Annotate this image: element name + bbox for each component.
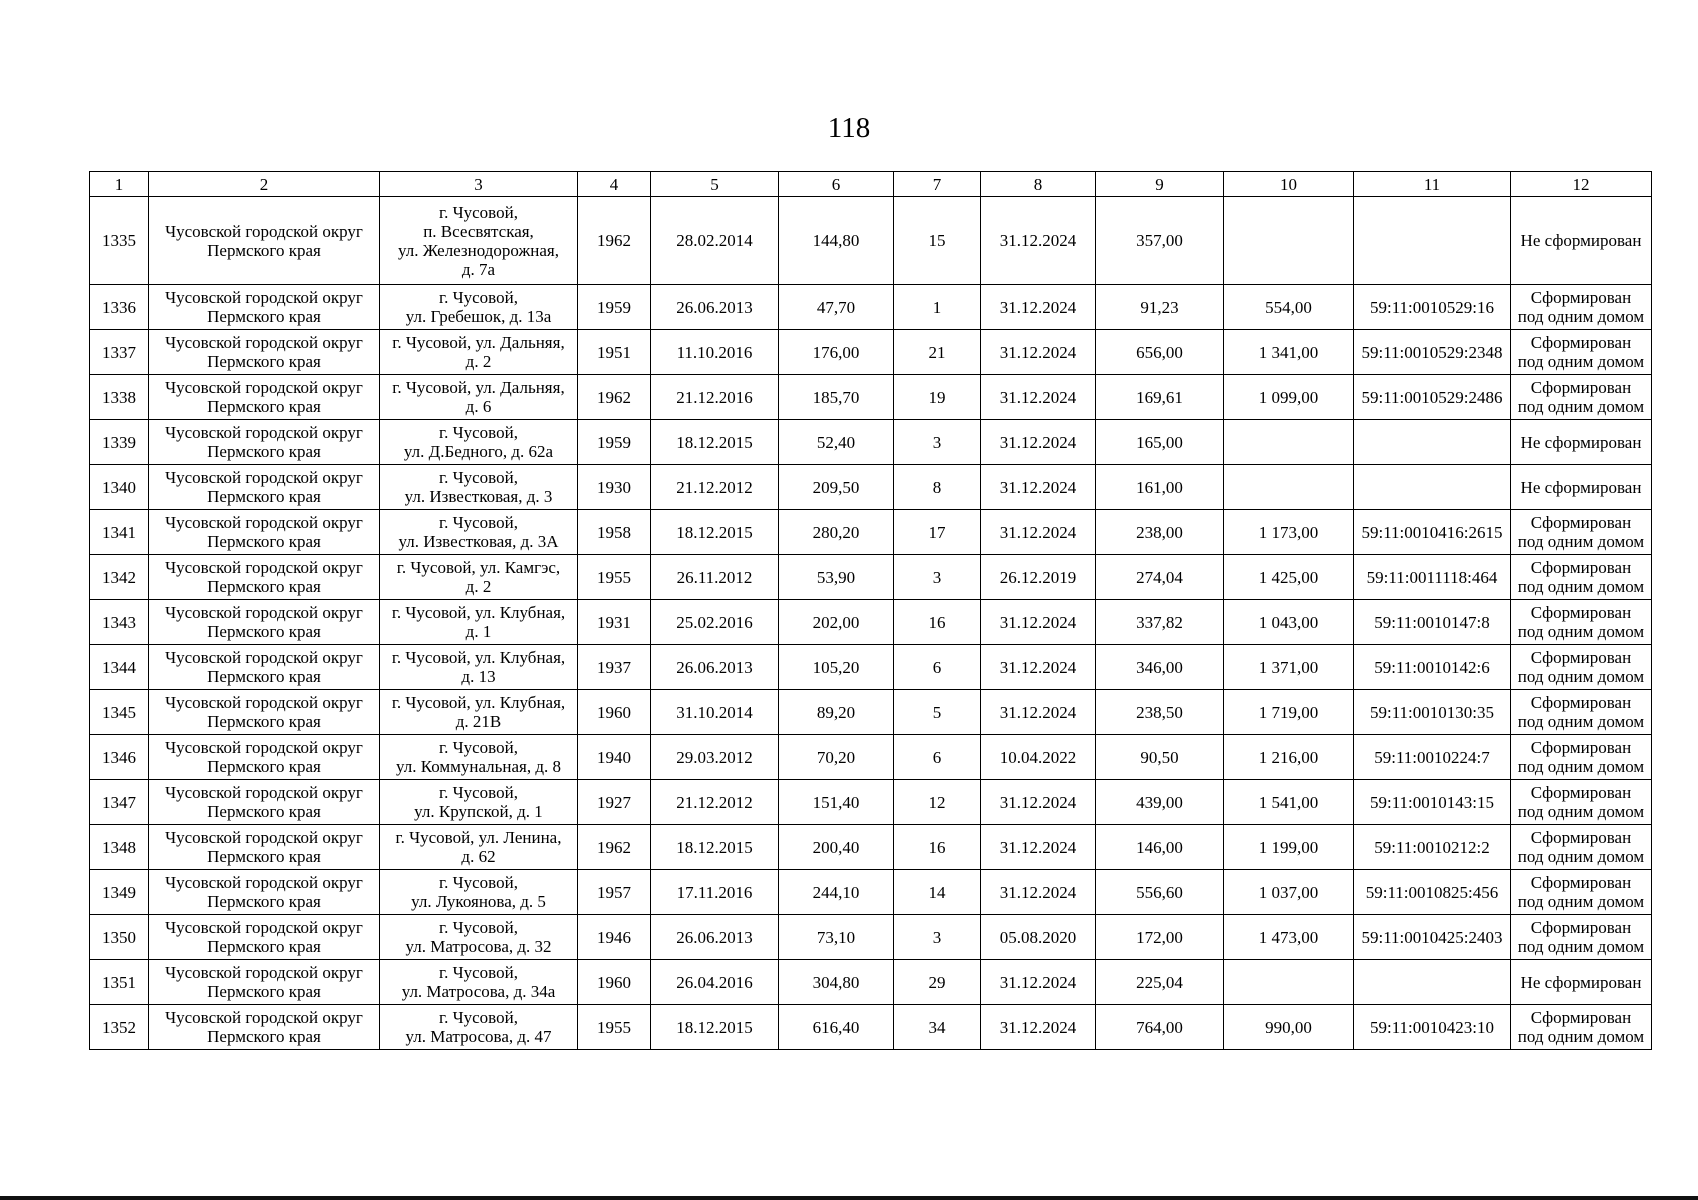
table-cell: 17: [894, 510, 981, 555]
table-cell: [1354, 197, 1511, 285]
table-cell: 6: [894, 645, 981, 690]
table-cell: Чусовской городской округ Пермского края: [149, 960, 380, 1005]
table-cell: Сформирован под одним домом: [1511, 645, 1652, 690]
table-cell: Чусовской городской округ Пермского края: [149, 780, 380, 825]
table-cell: 12: [894, 780, 981, 825]
table-cell: 31.12.2024: [981, 375, 1096, 420]
table-cell: 31.10.2014: [651, 690, 779, 735]
table-cell: Не сформирован: [1511, 420, 1652, 465]
table-cell: 238,00: [1096, 510, 1224, 555]
table-cell: 21.12.2012: [651, 465, 779, 510]
table-cell: 1349: [90, 870, 149, 915]
table-cell: 1937: [578, 645, 651, 690]
table-row: [90, 555, 1652, 600]
table-row: [90, 645, 1652, 690]
table-cell: 59:11:0010130:35: [1354, 690, 1511, 735]
table-cell: 29: [894, 960, 981, 1005]
table-cell: 1340: [90, 465, 149, 510]
table-cell: г. Чусовой, п. Всесвятская, ул. Железнодорожная, д. 7а: [380, 197, 578, 285]
table-cell: 209,50: [779, 465, 894, 510]
table-cell: 28.02.2014: [651, 197, 779, 285]
table-cell: Чусовской городской округ Пермского края: [149, 330, 380, 375]
table-cell: г. Чусовой, ул. Гребешок, д. 13а: [380, 285, 578, 330]
table-cell: 1940: [578, 735, 651, 780]
table-row: [90, 420, 1652, 465]
table-cell: 280,20: [779, 510, 894, 555]
table-cell: г. Чусовой, ул. Клубная, д. 13: [380, 645, 578, 690]
table-cell: 21.12.2012: [651, 780, 779, 825]
table-cell: [1224, 197, 1354, 285]
scan-edge-line: [0, 1196, 1698, 1200]
table-cell: г. Чусовой, ул. Дальняя, д. 6: [380, 375, 578, 420]
table-cell: 18.12.2015: [651, 510, 779, 555]
table-cell: 16: [894, 600, 981, 645]
table-cell: Сформирован под одним домом: [1511, 600, 1652, 645]
table-cell: 59:11:0010423:10: [1354, 1005, 1511, 1050]
table-cell: Чусовской городской округ Пермского края: [149, 690, 380, 735]
table-cell: 146,00: [1096, 825, 1224, 870]
table-cell: 1 099,00: [1224, 375, 1354, 420]
table-cell: 1336: [90, 285, 149, 330]
table-cell: 1335: [90, 197, 149, 285]
table-cell: 73,10: [779, 915, 894, 960]
table-cell: 3: [894, 555, 981, 600]
table-cell: 3: [894, 915, 981, 960]
table-cell: 11.10.2016: [651, 330, 779, 375]
table-cell: 105,20: [779, 645, 894, 690]
table-row: [90, 285, 1652, 330]
table-cell: 8: [894, 465, 981, 510]
table-cell: 1959: [578, 420, 651, 465]
table-cell: 26.06.2013: [651, 915, 779, 960]
table-cell: [1224, 465, 1354, 510]
table-cell: Чусовской городской округ Пермского края: [149, 735, 380, 780]
table-cell: 31.12.2024: [981, 825, 1096, 870]
table-cell: Чусовской городской округ Пермского края: [149, 510, 380, 555]
table-cell: 59:11:0010425:2403: [1354, 915, 1511, 960]
table-cell: Не сформирован: [1511, 197, 1652, 285]
table-cell: 1955: [578, 555, 651, 600]
table-cell: 31.12.2024: [981, 285, 1096, 330]
table-cell: 05.08.2020: [981, 915, 1096, 960]
table-cell: 1348: [90, 825, 149, 870]
table-cell: г. Чусовой, ул. Матросова, д. 34а: [380, 960, 578, 1005]
table-cell: 31.12.2024: [981, 780, 1096, 825]
table-cell: 15: [894, 197, 981, 285]
table-cell: г. Чусовой, ул. Ленина, д. 62: [380, 825, 578, 870]
column-header: 5: [651, 172, 779, 197]
table-cell: 1960: [578, 690, 651, 735]
table-body: [90, 197, 1652, 1050]
table-cell: Сформирован под одним домом: [1511, 870, 1652, 915]
table-cell: г. Чусовой, ул. Лукоянова, д. 5: [380, 870, 578, 915]
table-cell: Чусовской городской округ Пермского края: [149, 915, 380, 960]
table-cell: 6: [894, 735, 981, 780]
table-cell: 17.11.2016: [651, 870, 779, 915]
table-cell: [1224, 420, 1354, 465]
table-cell: 59:11:0010143:15: [1354, 780, 1511, 825]
table-cell: 1: [894, 285, 981, 330]
table-cell: г. Чусовой, ул. Клубная, д. 21В: [380, 690, 578, 735]
table-cell: 1338: [90, 375, 149, 420]
table-row: [90, 960, 1652, 1005]
table-cell: 52,40: [779, 420, 894, 465]
table-cell: 59:11:0010142:6: [1354, 645, 1511, 690]
table-cell: 556,60: [1096, 870, 1224, 915]
table-cell: 1 371,00: [1224, 645, 1354, 690]
table-cell: Сформирован под одним домом: [1511, 555, 1652, 600]
table-cell: Сформирован под одним домом: [1511, 375, 1652, 420]
table-cell: 172,00: [1096, 915, 1224, 960]
table-cell: 31.12.2024: [981, 870, 1096, 915]
table-cell: Чусовской городской округ Пермского края: [149, 645, 380, 690]
table-row: [90, 510, 1652, 555]
table-cell: 3: [894, 420, 981, 465]
table-row: [90, 735, 1652, 780]
table-cell: 357,00: [1096, 197, 1224, 285]
table-row: [90, 1005, 1652, 1050]
table-cell: 26.12.2019: [981, 555, 1096, 600]
table-cell: Сформирован под одним домом: [1511, 1005, 1652, 1050]
table-cell: 1 541,00: [1224, 780, 1354, 825]
table-cell: 1342: [90, 555, 149, 600]
table-cell: 165,00: [1096, 420, 1224, 465]
table-cell: 151,40: [779, 780, 894, 825]
column-header: 3: [380, 172, 578, 197]
table-cell: 59:11:0010224:7: [1354, 735, 1511, 780]
page-number: 118: [827, 112, 871, 144]
table-cell: г. Чусовой, ул. Клубная, д. 1: [380, 600, 578, 645]
table-cell: 990,00: [1224, 1005, 1354, 1050]
table-cell: 1 473,00: [1224, 915, 1354, 960]
table-cell: 1 216,00: [1224, 735, 1354, 780]
table-cell: Не сформирован: [1511, 960, 1652, 1005]
table-cell: 554,00: [1224, 285, 1354, 330]
table-cell: 26.06.2013: [651, 285, 779, 330]
table-cell: 31.12.2024: [981, 645, 1096, 690]
table-cell: 439,00: [1096, 780, 1224, 825]
table-cell: 304,80: [779, 960, 894, 1005]
table-cell: г. Чусовой, ул. Дальняя, д. 2: [380, 330, 578, 375]
table-cell: 26.06.2013: [651, 645, 779, 690]
table-cell: 1350: [90, 915, 149, 960]
table-row: [90, 465, 1652, 510]
table-cell: 1931: [578, 600, 651, 645]
table-cell: 1352: [90, 1005, 149, 1050]
table-cell: 200,40: [779, 825, 894, 870]
table-cell: [1354, 465, 1511, 510]
table-cell: 1930: [578, 465, 651, 510]
table-cell: Чусовской городской округ Пермского края: [149, 375, 380, 420]
column-header: 7: [894, 172, 981, 197]
table-header-row: [90, 172, 1652, 197]
table-row: [90, 780, 1652, 825]
table-row: [90, 375, 1652, 420]
table-cell: Чусовской городской округ Пермского края: [149, 465, 380, 510]
table-cell: 1958: [578, 510, 651, 555]
table-cell: 1959: [578, 285, 651, 330]
table-cell: 1 719,00: [1224, 690, 1354, 735]
table-cell: Сформирован под одним домом: [1511, 915, 1652, 960]
table-cell: 31.12.2024: [981, 197, 1096, 285]
table-cell: 1955: [578, 1005, 651, 1050]
table-cell: 1345: [90, 690, 149, 735]
table-cell: 59:11:0010529:2486: [1354, 375, 1511, 420]
table-cell: 1962: [578, 825, 651, 870]
table-row: [90, 825, 1652, 870]
table-cell: 1946: [578, 915, 651, 960]
table-cell: 1951: [578, 330, 651, 375]
table-cell: 1960: [578, 960, 651, 1005]
table-cell: Сформирован под одним домом: [1511, 690, 1652, 735]
table-cell: 1 173,00: [1224, 510, 1354, 555]
table-cell: 59:11:0010529:2348: [1354, 330, 1511, 375]
table-cell: 656,00: [1096, 330, 1224, 375]
table-cell: Чусовской городской округ Пермского края: [149, 825, 380, 870]
table-cell: 1 425,00: [1224, 555, 1354, 600]
column-header: 10: [1224, 172, 1354, 197]
table-cell: 91,23: [1096, 285, 1224, 330]
table-cell: 26.11.2012: [651, 555, 779, 600]
table-cell: 764,00: [1096, 1005, 1224, 1050]
table-cell: 59:11:0010147:8: [1354, 600, 1511, 645]
table-cell: 616,40: [779, 1005, 894, 1050]
table-cell: 1927: [578, 780, 651, 825]
table-cell: 161,00: [1096, 465, 1224, 510]
column-header: 8: [981, 172, 1096, 197]
table-cell: 31.12.2024: [981, 1005, 1096, 1050]
table-cell: Чусовской городской округ Пермского края: [149, 197, 380, 285]
table-cell: 1962: [578, 197, 651, 285]
table-cell: 1343: [90, 600, 149, 645]
table-cell: 1351: [90, 960, 149, 1005]
table-cell: г. Чусовой, ул. Известковая, д. 3А: [380, 510, 578, 555]
table-cell: Чусовской городской округ Пермского края: [149, 555, 380, 600]
column-header: 2: [149, 172, 380, 197]
column-header: 11: [1354, 172, 1511, 197]
table-cell: 1346: [90, 735, 149, 780]
table-cell: 1962: [578, 375, 651, 420]
table-cell: 1337: [90, 330, 149, 375]
table-cell: 274,04: [1096, 555, 1224, 600]
table-cell: Сформирован под одним домом: [1511, 735, 1652, 780]
table-row: [90, 915, 1652, 960]
table-cell: 1344: [90, 645, 149, 690]
table-row: [90, 870, 1652, 915]
table-cell: г. Чусовой, ул. Камгэс, д. 2: [380, 555, 578, 600]
table-cell: 1341: [90, 510, 149, 555]
table-cell: 31.12.2024: [981, 960, 1096, 1005]
table-cell: 238,50: [1096, 690, 1224, 735]
table-cell: 176,00: [779, 330, 894, 375]
table-cell: 59:11:0010212:2: [1354, 825, 1511, 870]
table-row: [90, 197, 1652, 285]
table-cell: 59:11:0010825:456: [1354, 870, 1511, 915]
table-cell: 169,61: [1096, 375, 1224, 420]
table-cell: 1 341,00: [1224, 330, 1354, 375]
table-cell: 31.12.2024: [981, 330, 1096, 375]
table-cell: г. Чусовой, ул. Крупской, д. 1: [380, 780, 578, 825]
column-header: 4: [578, 172, 651, 197]
table-cell: 1 199,00: [1224, 825, 1354, 870]
column-header: 12: [1511, 172, 1652, 197]
table-cell: 225,04: [1096, 960, 1224, 1005]
table-cell: 5: [894, 690, 981, 735]
table-cell: 337,82: [1096, 600, 1224, 645]
table-cell: 18.12.2015: [651, 420, 779, 465]
table-cell: 18.12.2015: [651, 825, 779, 870]
table-cell: 31.12.2024: [981, 420, 1096, 465]
column-header: 1: [90, 172, 149, 197]
table-cell: 90,50: [1096, 735, 1224, 780]
table-cell: г. Чусовой, ул. Матросова, д. 32: [380, 915, 578, 960]
table-cell: 47,70: [779, 285, 894, 330]
table-cell: Сформирован под одним домом: [1511, 780, 1652, 825]
table-cell: 19: [894, 375, 981, 420]
table-cell: 244,10: [779, 870, 894, 915]
table-cell: 31.12.2024: [981, 510, 1096, 555]
table-cell: Чусовской городской округ Пермского края: [149, 870, 380, 915]
table-cell: г. Чусовой, ул. Коммунальная, д. 8: [380, 735, 578, 780]
table-cell: 202,00: [779, 600, 894, 645]
table-cell: 25.02.2016: [651, 600, 779, 645]
table-cell: 70,20: [779, 735, 894, 780]
table-cell: 10.04.2022: [981, 735, 1096, 780]
table-cell: [1354, 960, 1511, 1005]
table-cell: [1224, 960, 1354, 1005]
table-cell: 34: [894, 1005, 981, 1050]
table-cell: 59:11:0011118:464: [1354, 555, 1511, 600]
column-header: 6: [779, 172, 894, 197]
table-cell: 16: [894, 825, 981, 870]
register-table: [89, 171, 1652, 1050]
table-cell: 1 037,00: [1224, 870, 1354, 915]
table-cell: 1957: [578, 870, 651, 915]
table-cell: г. Чусовой, ул. Матросова, д. 47: [380, 1005, 578, 1050]
table-cell: Чусовской городской округ Пермского края: [149, 285, 380, 330]
table-cell: Чусовской городской округ Пермского края: [149, 420, 380, 465]
table-cell: г. Чусовой, ул. Известковая, д. 3: [380, 465, 578, 510]
table-cell: [1354, 420, 1511, 465]
table-cell: 59:11:0010416:2615: [1354, 510, 1511, 555]
table-cell: 1339: [90, 420, 149, 465]
column-header: 9: [1096, 172, 1224, 197]
table-cell: 21: [894, 330, 981, 375]
table-cell: Сформирован под одним домом: [1511, 510, 1652, 555]
table-cell: 31.12.2024: [981, 690, 1096, 735]
table-cell: 346,00: [1096, 645, 1224, 690]
table-cell: Сформирован под одним домом: [1511, 285, 1652, 330]
table-row: [90, 600, 1652, 645]
table-cell: 18.12.2015: [651, 1005, 779, 1050]
table-cell: 59:11:0010529:16: [1354, 285, 1511, 330]
table-cell: 26.04.2016: [651, 960, 779, 1005]
table-cell: 1 043,00: [1224, 600, 1354, 645]
table-cell: 31.12.2024: [981, 465, 1096, 510]
table-cell: 185,70: [779, 375, 894, 420]
table-cell: 53,90: [779, 555, 894, 600]
table-cell: 89,20: [779, 690, 894, 735]
table-cell: Чусовской городской округ Пермского края: [149, 600, 380, 645]
table-row: [90, 690, 1652, 735]
table-cell: г. Чусовой, ул. Д.Бедного, д. 62а: [380, 420, 578, 465]
table-cell: Сформирован под одним домом: [1511, 825, 1652, 870]
table-cell: 1347: [90, 780, 149, 825]
table-cell: Чусовской городской округ Пермского края: [149, 1005, 380, 1050]
table-cell: 21.12.2016: [651, 375, 779, 420]
table-cell: 31.12.2024: [981, 600, 1096, 645]
table-cell: 14: [894, 870, 981, 915]
table-cell: 144,80: [779, 197, 894, 285]
table-cell: Сформирован под одним домом: [1511, 330, 1652, 375]
table-cell: Не сформирован: [1511, 465, 1652, 510]
table-cell: 29.03.2012: [651, 735, 779, 780]
table-row: [90, 330, 1652, 375]
